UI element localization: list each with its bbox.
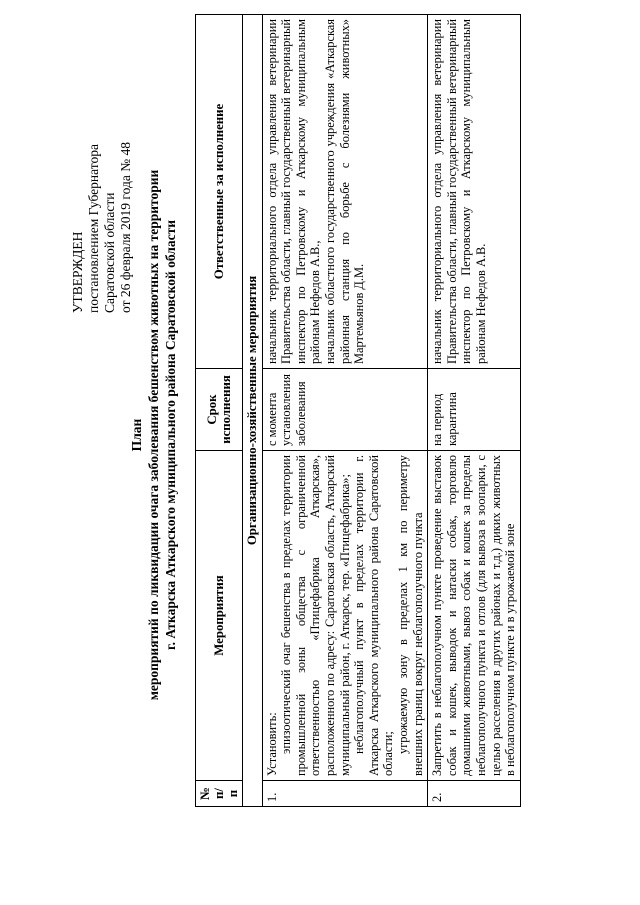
- responsible-cell: [262, 15, 428, 369]
- approval-line: Саратовской области: [102, 192, 117, 313]
- responsible-text: начальник территориального отдела управления ветеринарии Правительства области, главный государственный ветеринарный инспектор по Петровскому и Аткарскому муниципальным районам Нефедов А.В.: [430, 19, 488, 364]
- approval-line: постановлением Губернатора: [86, 144, 101, 313]
- table-header-row: [196, 15, 243, 807]
- term-cell: [262, 369, 428, 451]
- table-row: [262, 15, 428, 807]
- measures-cell: [262, 451, 428, 781]
- approval-line: от 26 февраля 2019 года № 48: [118, 142, 133, 313]
- section-row: [243, 15, 263, 807]
- row-number: 1.: [262, 781, 428, 807]
- header-responsible: Ответственные за исполнение: [196, 15, 243, 369]
- measure-text: угрожаемую зону в пределах 1 км по периметру внешних границ вокруг неблагополучного пункта: [395, 455, 425, 776]
- approval-stamp: [70, 13, 134, 313]
- measure-text: неблагополучный пункт в пределах территории г. Аткарска Аткарского муниципального района Саратовской области;: [352, 455, 396, 776]
- approval-line: УТВЕРЖДЕН: [70, 231, 85, 313]
- title-line: г. Аткарска Аткарского муниципального района Саратовской области: [163, 219, 178, 651]
- measure-text: эпизоотический очаг бешенства в пределах территории промышленной зоны общества с ограниченной ответственностью «Птицефабрика Аткарская», расположенного по адресу: Саратовская область, Аткарский муниципальный район, г. Аткарск, тер. «Птицефабрика»;: [279, 455, 352, 776]
- term-text: с момента установления заболевания: [264, 374, 308, 446]
- title-line: План: [129, 418, 144, 452]
- header-term: Срок исполнения: [196, 369, 243, 451]
- header-num: № п/п: [196, 781, 243, 807]
- measures-table: [195, 14, 521, 807]
- measure-text: Запретить в неблагополучном пункте проведение выставок собак и кошек, выводок и натаски собак, торговлю домашними животными, вывоз собак и кошек за пределы неблагополучного пункта и отлов (для вывоза в зоопарки, с целью расселения в других районах и т.д.) диких животных в неблагополучном пункте и в угрожаемой зоне: [430, 455, 518, 776]
- responsible-text: начальник областного государственного учреждения «Аткарская районная станция по борьбе с болезнями животных» Мартемьянов Д.М.: [322, 19, 367, 364]
- title-line: мероприятий по ликвидации очага заболевания бешенством животных на территории: [146, 169, 161, 701]
- row-number: 2.: [428, 781, 521, 807]
- measure-text: Установить:: [264, 712, 279, 776]
- term-cell: [428, 369, 521, 451]
- measures-cell: [428, 451, 521, 781]
- table-row: [428, 15, 521, 807]
- responsible-cell: [428, 15, 521, 369]
- term-text: на период карантина: [430, 392, 459, 446]
- document-title: [128, 5, 179, 865]
- section-title: Организационно-хозяйственные мероприятия: [243, 15, 263, 807]
- header-measures: Мероприятия: [196, 451, 243, 781]
- responsible-text: начальник территориального отдела управления ветеринарии Правительства области, главный государственный ветеринарный инспектор по Петровскому и Аткарскому муниципальным районам Нефедов А.В.,: [264, 19, 323, 364]
